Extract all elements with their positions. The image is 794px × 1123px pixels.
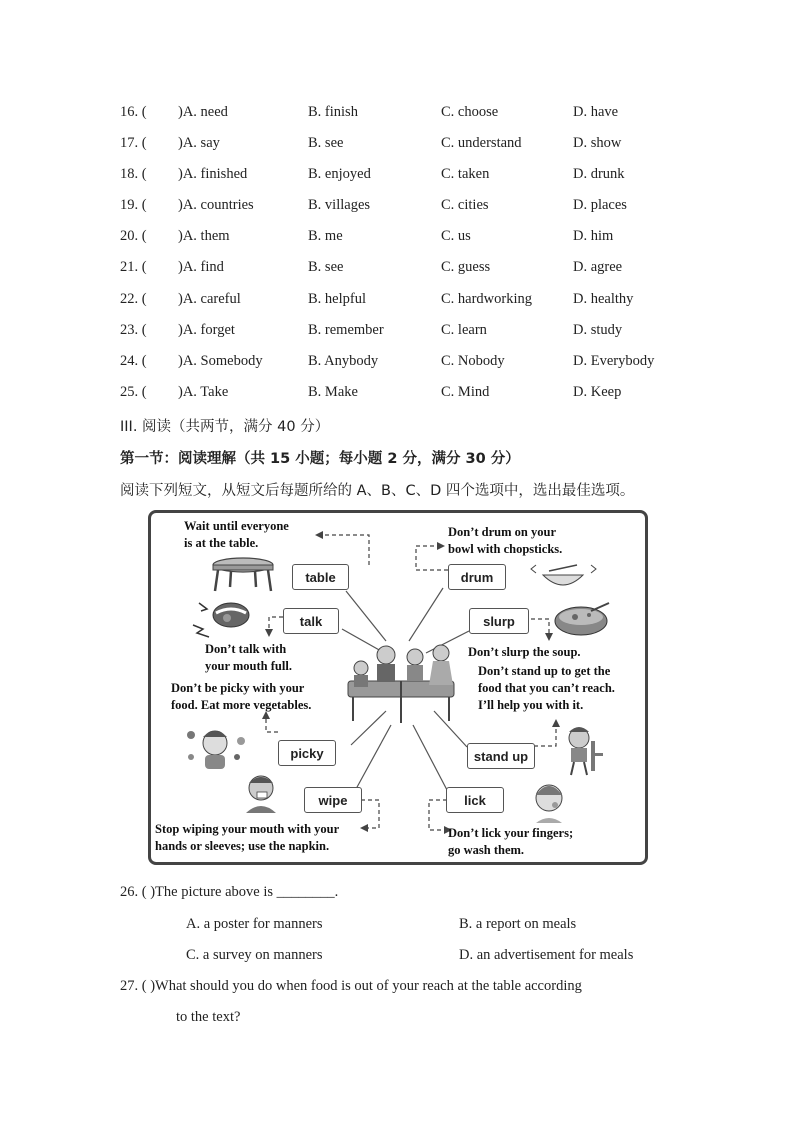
- keyword-slurp: slurp: [469, 608, 529, 634]
- tip-line: Don’t be picky with your: [171, 681, 305, 695]
- licking-girl-icon: [536, 785, 562, 823]
- question-number: 23. (: [120, 322, 147, 338]
- question-number: 21. (: [120, 259, 147, 275]
- option-a[interactable]: )A. countries: [178, 197, 254, 213]
- option-c[interactable]: C. hardworking: [441, 291, 533, 307]
- option-d[interactable]: D. study: [573, 322, 623, 338]
- option-c[interactable]: C. understand: [441, 135, 522, 151]
- tip-stand-up: [478, 663, 615, 714]
- option-d[interactable]: D. places: [573, 197, 627, 213]
- option-a[interactable]: )A. find: [178, 259, 224, 275]
- option-d[interactable]: D. have: [573, 104, 619, 120]
- tip-line: hands or sleeves; use the napkin.: [155, 839, 330, 853]
- table-manners-poster: [148, 510, 648, 865]
- option-d[interactable]: D. show: [573, 135, 622, 151]
- option-a[interactable]: )A. forget: [178, 322, 235, 338]
- section-instruction: 阅读下列短文，从短文后每题所给的 A、B、C、D 四个选项中，选出最佳选项。: [120, 483, 635, 499]
- tip-line: Wait until everyone: [184, 519, 289, 533]
- tip-line: Don’t stand up to get the: [478, 664, 611, 678]
- q26-option-b[interactable]: B. a report on meals: [459, 916, 577, 932]
- keyword-wipe: wipe: [304, 787, 362, 813]
- tip-talk: [205, 641, 292, 675]
- option-b[interactable]: B. helpful: [308, 291, 366, 307]
- question-number: 19. (: [120, 197, 147, 213]
- option-b[interactable]: B. villages: [308, 197, 371, 213]
- tip-lick: [448, 825, 573, 859]
- option-d[interactable]: D. Keep: [573, 384, 622, 400]
- option-c[interactable]: C. choose: [441, 104, 499, 120]
- option-d[interactable]: D. him: [573, 228, 614, 244]
- q26-option-c[interactable]: C. a survey on manners: [186, 947, 323, 963]
- q26-option-a[interactable]: A. a poster for manners: [186, 916, 323, 932]
- option-c[interactable]: C. guess: [441, 259, 491, 275]
- question-number: 20. (: [120, 228, 147, 244]
- tip-line: Don’t drum on your: [448, 525, 556, 539]
- question-27-stem-cont: to the text?: [176, 1009, 241, 1025]
- option-c[interactable]: C. Mind: [441, 384, 490, 400]
- question-number: 16. (: [120, 104, 147, 120]
- soup-bowl-icon: [555, 603, 609, 635]
- keyword-lick: lick: [446, 787, 504, 813]
- tip-line: Don’t slurp the soup.: [468, 645, 581, 659]
- option-a[interactable]: )A. say: [178, 135, 220, 151]
- option-b[interactable]: B. Make: [308, 384, 358, 400]
- tip-line: your mouth full.: [205, 659, 292, 673]
- question-27-stem: 27. ( )What should you do when food is out of your reach at the table according: [120, 978, 582, 994]
- option-a[interactable]: )A. Somebody: [178, 353, 263, 369]
- tip-picky: [171, 680, 311, 714]
- option-d[interactable]: D. drunk: [573, 166, 625, 182]
- option-d[interactable]: D. agree: [573, 259, 623, 275]
- option-b[interactable]: B. enjoyed: [308, 166, 371, 182]
- tip-line: Stop wiping your mouth with your: [155, 822, 340, 836]
- question-number: 17. (: [120, 135, 147, 151]
- keyword-talk: talk: [283, 608, 339, 634]
- table-icon: [213, 558, 273, 591]
- q26-option-d[interactable]: D. an advertisement for meals: [459, 947, 634, 963]
- option-b[interactable]: B. remember: [308, 322, 384, 338]
- tip-wipe: [155, 821, 339, 855]
- picky-child-icon: [187, 731, 245, 769]
- option-a[interactable]: )A. them: [178, 228, 230, 244]
- question-number: 24. (: [120, 353, 147, 369]
- part-title: 第一节：阅读理解（共 15 小题；每小题 2 分，满分 30 分）: [120, 451, 520, 467]
- option-b[interactable]: B. finish: [308, 104, 358, 120]
- option-c[interactable]: C. learn: [441, 322, 487, 338]
- option-b[interactable]: B. me: [308, 228, 343, 244]
- talking-mouth-icon: [193, 603, 249, 637]
- tip-slurp: [468, 644, 581, 661]
- tip-drum: [448, 524, 562, 558]
- family-dinner-illustration: [348, 645, 454, 723]
- option-d[interactable]: D. Everybody: [573, 353, 655, 369]
- question-number: 22. (: [120, 291, 147, 307]
- keyword-picky: picky: [278, 740, 336, 766]
- tip-table: [184, 518, 289, 552]
- question-number: 18. (: [120, 166, 147, 182]
- keyword-table: table: [292, 564, 349, 590]
- tip-line: bowl with chopsticks.: [448, 542, 563, 556]
- option-c[interactable]: C. cities: [441, 197, 489, 213]
- option-b[interactable]: B. see: [308, 259, 344, 275]
- option-a[interactable]: )A. need: [178, 104, 228, 120]
- tip-line: food that you can’t reach.: [478, 681, 615, 695]
- tip-line: Don’t talk with: [205, 642, 287, 656]
- question-26-stem: 26. ( )The picture above is ________.: [120, 884, 339, 900]
- wiping-boy-icon: [246, 776, 276, 813]
- standing-boy-icon: [569, 727, 603, 775]
- option-a[interactable]: )A. careful: [178, 291, 241, 307]
- section-title: III. 阅读（共两节，满分 40 分）: [120, 419, 330, 435]
- keyword-stand-up: stand up: [467, 743, 535, 769]
- tip-line: is at the table.: [184, 536, 259, 550]
- tip-line: Don’t lick your fingers;: [448, 826, 574, 840]
- question-number: 25. (: [120, 384, 147, 400]
- option-c[interactable]: C. taken: [441, 166, 490, 182]
- option-d[interactable]: D. healthy: [573, 291, 634, 307]
- bowl-chopsticks-icon: [531, 565, 596, 585]
- tip-line: I’ll help you with it.: [478, 698, 584, 712]
- option-a[interactable]: )A. Take: [178, 384, 229, 400]
- option-c[interactable]: C. Nobody: [441, 353, 505, 369]
- option-b[interactable]: B. Anybody: [308, 353, 379, 369]
- keyword-drum: drum: [448, 564, 506, 590]
- tip-line: food. Eat more vegetables.: [171, 698, 312, 712]
- tip-line: go wash them.: [448, 843, 525, 857]
- option-b[interactable]: B. see: [308, 135, 344, 151]
- option-c[interactable]: C. us: [441, 228, 471, 244]
- option-a[interactable]: )A. finished: [178, 166, 248, 182]
